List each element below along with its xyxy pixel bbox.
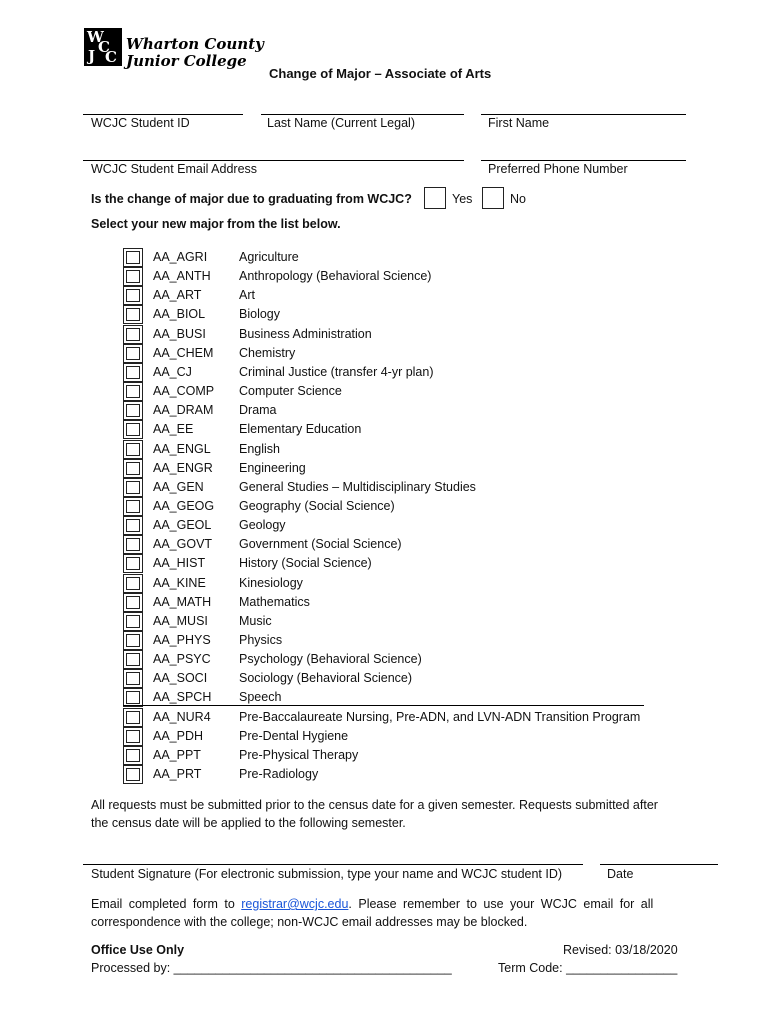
census-notice-line2: the census date will be applied to the following semester. xyxy=(91,816,406,830)
major-checkbox[interactable] xyxy=(123,554,143,573)
major-checkbox[interactable] xyxy=(123,459,143,478)
email-field[interactable] xyxy=(83,160,464,161)
major-name: General Studies – Multidisciplinary Studies xyxy=(239,479,476,494)
major-checkbox[interactable] xyxy=(123,344,143,363)
phone-label: Preferred Phone Number xyxy=(488,162,628,176)
major-name: Music xyxy=(239,613,272,628)
student-id-field[interactable] xyxy=(83,114,243,115)
email-note-after: . Please remember to use your WCJC email for all xyxy=(348,897,654,911)
major-name: History (Social Science) xyxy=(239,556,372,571)
major-checkbox[interactable] xyxy=(123,325,143,344)
major-name: Pre-Baccalaureate Nursing, Pre-ADN, and LVN-ADN Transition Program xyxy=(239,709,641,724)
major-code: AA_NUR4 xyxy=(153,709,211,724)
major-checkbox[interactable] xyxy=(123,535,143,554)
major-code: AA_GOVT xyxy=(153,537,213,552)
major-code: AA_ENGR xyxy=(153,460,213,475)
major-name: Criminal Justice (transfer 4-yr plan) xyxy=(239,364,434,379)
major-name: Psychology (Behavioral Science) xyxy=(239,652,422,667)
email-label: WCJC Student Email Address xyxy=(91,162,258,176)
major-name: Agriculture xyxy=(239,250,299,264)
major-row xyxy=(123,478,663,497)
logo-line1: Wharton County xyxy=(126,35,264,53)
major-name: Pre-Dental Hygiene xyxy=(239,728,349,743)
major-code: AA_CJ xyxy=(153,364,192,379)
major-checkbox[interactable] xyxy=(123,727,143,746)
major-code: AA_MUSI xyxy=(153,613,208,628)
census-notice xyxy=(91,796,711,832)
revised-date: Revised: 03/18/2020 xyxy=(563,943,678,957)
major-name: English xyxy=(239,441,280,456)
major-checkbox[interactable] xyxy=(123,612,143,631)
major-checkbox[interactable] xyxy=(123,286,143,305)
major-row xyxy=(123,650,663,669)
major-row xyxy=(123,305,663,324)
major-code: AA_SPCH xyxy=(153,690,212,705)
major-row xyxy=(123,325,663,344)
student-id-label: WCJC Student ID xyxy=(91,116,190,130)
email-note-line2: correspondence with the college; non-WCJC email addresses may be blocked. xyxy=(91,915,528,929)
email-note-before: Email completed form to xyxy=(91,897,242,911)
major-name: Computer Science xyxy=(239,384,342,399)
major-row xyxy=(123,631,663,650)
major-name: Mathematics xyxy=(239,594,310,609)
form-title: Change of Major – Associate of Arts xyxy=(269,66,492,81)
major-code: AA_BUSI xyxy=(153,326,206,341)
major-checkbox[interactable] xyxy=(123,382,143,401)
major-name: Geography (Social Science) xyxy=(239,498,395,513)
no-label: No xyxy=(510,192,526,206)
major-checkbox[interactable] xyxy=(123,248,143,267)
college-logo-mark: W C J C xyxy=(84,28,122,66)
major-row xyxy=(123,440,663,459)
census-notice-line1: All requests must be submitted prior to the census date for a given semester. Requests submitted after xyxy=(91,798,658,812)
yes-checkbox[interactable] xyxy=(424,187,446,209)
major-code: AA_DRAM xyxy=(153,403,214,418)
term-code-field[interactable]: Term Code: ________________ xyxy=(498,961,678,975)
major-row xyxy=(123,248,663,267)
list-divider xyxy=(123,705,644,706)
major-row xyxy=(123,612,663,631)
major-row xyxy=(123,459,663,478)
major-code: AA_KINE xyxy=(153,575,206,590)
registrar-email-link[interactable]: registrar@wcjc.edu xyxy=(241,897,349,911)
major-name: Drama xyxy=(239,403,277,418)
select-instruction: Select your new major from the list below. xyxy=(91,217,341,231)
major-row xyxy=(123,765,663,784)
date-field[interactable] xyxy=(600,864,718,865)
major-checkbox[interactable] xyxy=(123,440,143,459)
major-code: AA_ANTH xyxy=(153,269,211,284)
major-code: AA_CHEM xyxy=(153,345,214,360)
major-name: Speech xyxy=(239,690,282,705)
major-row xyxy=(123,497,663,516)
major-code: AA_PRT xyxy=(153,767,202,782)
major-checkbox[interactable] xyxy=(123,363,143,382)
major-code: AA_MATH xyxy=(153,594,212,609)
first-name-field[interactable] xyxy=(481,114,686,115)
yes-label: Yes xyxy=(452,192,473,206)
signature-field[interactable] xyxy=(83,864,583,865)
major-checkbox[interactable] xyxy=(123,574,143,593)
major-code: AA_EE xyxy=(153,422,194,437)
major-row xyxy=(123,401,663,420)
major-row xyxy=(123,554,663,573)
major-row xyxy=(123,535,663,554)
major-checkbox[interactable] xyxy=(123,631,143,650)
major-code: AA_ENGL xyxy=(153,441,211,456)
major-row xyxy=(123,267,663,286)
major-name: Physics xyxy=(239,633,283,647)
first-name-label: First Name xyxy=(488,116,550,130)
graduation-question: Is the change of major due to graduating from WCJC? xyxy=(91,192,412,206)
major-name: Government (Social Science) xyxy=(239,537,402,552)
major-name: Kinesiology xyxy=(239,575,303,590)
major-checkbox[interactable] xyxy=(123,746,143,765)
major-name: Anthropology (Behavioral Science) xyxy=(239,269,432,284)
logo-line2: Junior College xyxy=(126,52,247,70)
major-name: Elementary Education xyxy=(239,422,362,437)
major-row xyxy=(123,363,663,382)
major-name: Chemistry xyxy=(239,345,296,360)
major-code: AA_ART xyxy=(153,288,202,303)
major-code: AA_PPT xyxy=(153,747,201,762)
major-checkbox[interactable] xyxy=(123,401,143,420)
major-row xyxy=(123,727,663,746)
major-code: AA_PDH xyxy=(153,728,204,743)
college-logo-text xyxy=(126,36,264,70)
major-checkbox[interactable] xyxy=(123,650,143,669)
major-code: AA_BIOL xyxy=(153,307,206,322)
last-name-label: Last Name (Current Legal) xyxy=(267,116,415,130)
major-checkbox[interactable] xyxy=(123,708,143,727)
email-note xyxy=(91,895,681,931)
processed-by-field[interactable]: Processed by: ________________________________________ xyxy=(91,961,452,975)
major-row xyxy=(123,516,663,535)
major-name: Business Administration xyxy=(239,326,372,341)
signature-label: Student Signature (For electronic submission, type your name and WCJC student ID) xyxy=(91,867,563,881)
major-name: Biology xyxy=(239,307,280,322)
major-checkbox[interactable] xyxy=(123,516,143,535)
major-checkbox[interactable] xyxy=(123,305,143,324)
major-row xyxy=(123,746,663,765)
last-name-field[interactable] xyxy=(261,114,464,115)
major-checkbox[interactable] xyxy=(123,765,143,784)
major-row xyxy=(123,669,663,688)
major-code: AA_GEN xyxy=(153,479,204,494)
major-row xyxy=(123,420,663,439)
office-use-heading: Office Use Only xyxy=(91,943,185,957)
major-checkbox[interactable] xyxy=(123,478,143,497)
major-checkbox[interactable] xyxy=(123,497,143,516)
major-checkbox[interactable] xyxy=(123,420,143,439)
phone-field[interactable] xyxy=(481,160,686,161)
major-row xyxy=(123,708,663,727)
major-code: AA_GEOL xyxy=(153,518,212,533)
major-name: Engineering xyxy=(239,460,306,475)
major-row xyxy=(123,382,663,401)
major-code: AA_COMP xyxy=(153,384,215,399)
major-row xyxy=(123,344,663,363)
major-code: AA_GEOG xyxy=(153,498,215,513)
date-label: Date xyxy=(607,867,634,881)
major-name: Pre-Physical Therapy xyxy=(239,747,359,762)
major-row xyxy=(123,286,663,305)
major-code: AA_PHYS xyxy=(153,633,211,647)
major-name: Art xyxy=(239,288,255,303)
major-code: AA_SOCI xyxy=(153,671,208,686)
major-name: Pre-Radiology xyxy=(239,767,319,782)
major-code: AA_HIST xyxy=(153,556,206,571)
major-checkbox[interactable] xyxy=(123,267,143,286)
major-checkbox[interactable] xyxy=(123,669,143,688)
major-checkbox[interactable] xyxy=(123,593,143,612)
major-code: AA_PSYC xyxy=(153,652,211,667)
major-code: AA_AGRI xyxy=(153,250,208,264)
no-checkbox[interactable] xyxy=(482,187,504,209)
major-name: Geology xyxy=(239,518,286,533)
major-row xyxy=(123,593,663,612)
major-name: Sociology (Behavioral Science) xyxy=(239,671,413,686)
major-row xyxy=(123,574,663,593)
